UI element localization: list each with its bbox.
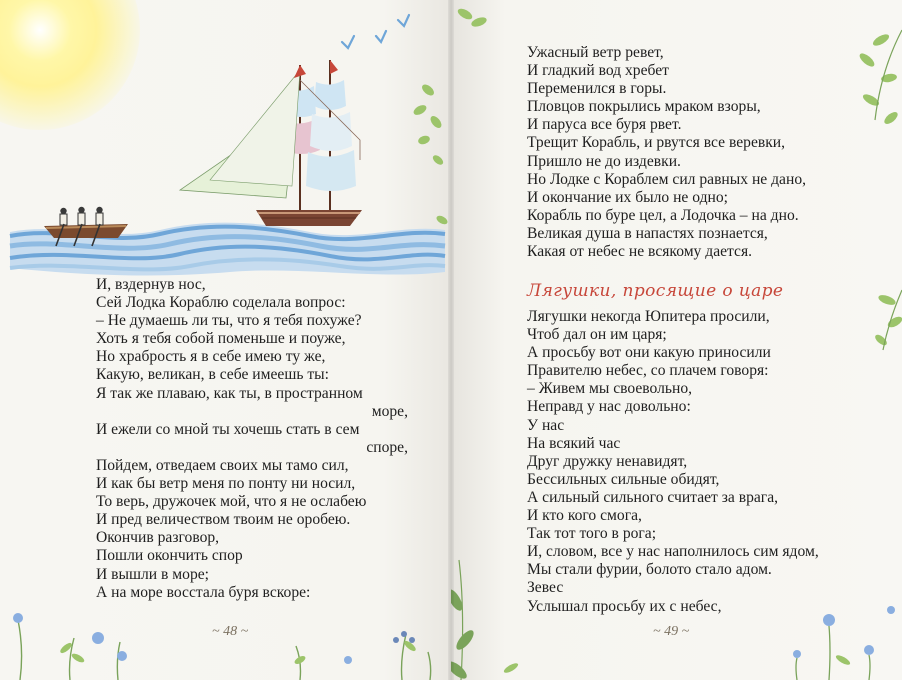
poem-line: Какую, великан, в себе имеешь ты: [96, 366, 329, 384]
poem-line: А просьбу вот они какую приносили [527, 344, 771, 362]
poem-line: И, вздернув нос, [96, 276, 206, 293]
poem-line: И гладкий вод хребет [527, 62, 669, 80]
poem-line: Но храбрость я в себе имею ту же, [96, 348, 326, 366]
book-gutter [448, 0, 454, 680]
hanging-branch-icon [412, 82, 449, 226]
birds-icon [342, 15, 409, 48]
poem-line: – Не думаешь ли ты, что я тебя похуже? [96, 312, 362, 330]
poem-line: Трещит Корабль, и рвутся все веревки, [527, 134, 786, 152]
poem-line: Бессильных сильные обидят, [527, 470, 720, 488]
fable-title: Лягушки, просящие о царе [527, 281, 784, 301]
ship-and-boat-illustration [0, 10, 451, 280]
poem-line: Лягушки некогда Юпитера просили, [527, 308, 770, 325]
poem-line: Я так же плаваю, как ты, в пространном [96, 384, 363, 402]
poem-line: Зевес [527, 579, 564, 597]
poem-line: А сильный сильного считает за врага, [527, 488, 779, 506]
sailing-ship-icon [180, 60, 362, 226]
poem-line: Друг дружку ненавидят, [527, 452, 688, 470]
poem-line: Мы стали фурии, болото стало адом. [527, 561, 772, 579]
poem-line: Но Лодке с Кораблем сил равных не дано, [527, 170, 807, 188]
poem-line: Так тот того в рога; [527, 525, 657, 543]
poem-line: Какая от небес не всякому дается. [527, 243, 753, 261]
poem-line: И окончание их было не одно; [527, 188, 729, 206]
poem-line: И ежели со мной ты хочешь стать в сем [96, 420, 360, 438]
page-number-left: ~ 48 ~ [212, 624, 249, 639]
wildflowers-illustration [0, 600, 451, 680]
poem-line: Корабль по буре цел, а Лодочка – на дно. [527, 206, 799, 224]
poem-line: – Живем мы своевольно, [527, 380, 693, 398]
left-poem-text [96, 276, 408, 602]
poem-line: Великая душа в напастях познается, [527, 224, 768, 242]
poem-line: У нас [527, 416, 565, 434]
poem-line: Неправд у нас довольно: [527, 398, 691, 416]
poem-line: Ужасный ветр ревет, [527, 44, 664, 61]
poem-line: То верь, дружочек мой, что я не ослабею [96, 493, 367, 511]
poem-line: Пришло не до издевки. [527, 152, 681, 170]
right-poem-text-bottom [527, 308, 857, 616]
poem-line: И кто кого смога, [527, 507, 642, 525]
poem-line: Переменился в горы. [527, 80, 667, 98]
poem-line: море, [371, 402, 408, 420]
poem-line: И пред величеством твоим не оробею. [96, 511, 351, 529]
poem-line: Чтоб дал он им царя; [527, 326, 667, 344]
poem-line: Пойдем, отведаем своих мы тамо сил, [96, 456, 349, 474]
poem-line: споре, [366, 438, 408, 456]
poem-line: Пошли окончить спор [96, 547, 243, 565]
poem-line: И паруса все буря рвет. [527, 116, 682, 134]
poem-line: И вышли в море; [96, 565, 210, 583]
poem-line: И, словом, все у нас наполнилось сим ядом, [527, 543, 819, 561]
poem-line: Окончив разговор, [96, 529, 220, 547]
poem-line: Сей Лодка Кораблю соделала вопрос: [96, 294, 346, 312]
poem-line: Услышал просьбу их с небес, [527, 597, 722, 615]
right-poem-text-top [527, 44, 857, 261]
poem-line: А на море восстала буря вскоре: [96, 583, 311, 601]
poem-line: Пловцов покрылись мраком взоры, [527, 98, 761, 116]
poem-line: Хоть я тебя собой поменьше и поуже, [96, 330, 346, 348]
poem-line: Правителю небес, со плачем говоря: [527, 362, 769, 380]
poem-line: На всякий час [527, 434, 621, 452]
page-number-right: ~ 49 ~ [653, 624, 690, 639]
poem-line: И как бы ветр меня по понту ни носил, [96, 475, 356, 493]
